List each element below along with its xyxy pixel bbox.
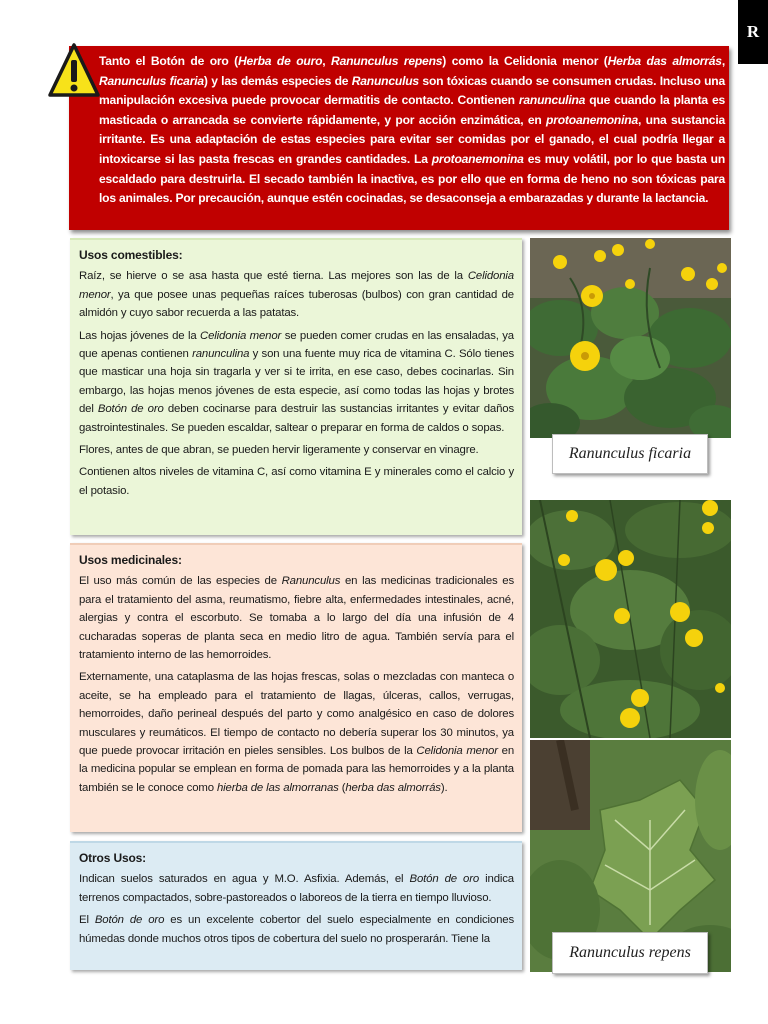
other-uses-paragraph-1: Indican suelos saturados en agua y M.O. Asfixia. Además, el Botón de oro indica terrenos compactados, sobre-pastoreados o laboreos de la tierra en tiempo lluvioso. [79,873,514,904]
medicinal-uses-paragraph-1: El uso más común de las especies de Ranunculus en las medicinas tradicionales es para el tratamiento del asma, reumatismo, fiebre alta, enfermedades intestinales, acné, alergias y contra el escorbuto. Se tomaba a lo largo del día una infusión de 4 cucharadas soperas de planta seca en medio litro de agua. También servía para el tratamiento interno de las hemorroides. [79,575,514,662]
medicinal-uses-heading: Usos medicinales: [79,553,182,567]
chapter-letter-tab [738,0,768,64]
edible-uses-paragraph-2: Las hojas jóvenes de la Celidonia menor se pueden comer crudas en las ensaladas, ya que apenas contienen ranunculina y son una fuente muy rica de vitamina C. Sólo tienes que masticar una hoja sin tragarla y ver si te irrita, en ese caso, debes cocinarlas. Sin embargo, las hojas menos jóvenes de esta especie, así como todas las hojas y brotes del Botón de oro deben cocinarse para destruir las sustancias irritantes y evitar daños gastrointestinales. Se pueden escaldar, saltear o preparar en forma de caldos o sopas. [79,329,515,434]
other-uses-paragraph-2: El Botón de oro es un excelente cobertor del suelo especialmente en condiciones húmedas donde muchos otros tipos de cobertura del suelo no prosperarán. Tiene la [79,914,515,945]
repens-caption [552,932,708,974]
edible-uses-paragraph-1: Raíz, se hierve o se asa hasta que esté tierna. Las mejores son las de la Celidonia menor, ya que posee unas pequeñas raíces tuberosas (bulbos) con gran cantidad de almidón y cuyo sabor recuerda a las patatas. [79,270,514,320]
other-uses-heading: Otros Usos: [79,851,147,865]
medicinal-uses-section [70,543,522,832]
ficaria-caption [552,434,708,474]
chapter-letter: R [746,22,760,41]
edible-uses-paragraph-4: Contienen altos niveles de vitamina C, así como vitamina E y minerales como el calcio y el potasio. [79,466,514,497]
warning-triangle-icon [48,42,100,102]
warning-text: Tanto el Botón de oro (Herba de ouro, Ranunculus repens) como la Celidonia menor (Herba das almorrás, Ranunculus ficaria) y las demás especies de Ranunculus son tóxicas cuando se consumen crudas. Incluso una manipulación excesiva puede provocar dermatitis de contacto. Contienen ranunculina que cuando la planta es masticada o arrancada se convierte rápidamente, y por acción enzimática, en protoanemonina, una sustancia irritante. Es una adaptación de estas especies para evitar ser comidas por el ganado, el cual podría llegar a intoxicarse si las pasta frescas en grandes cantidades. La protoanemonina es muy volátil, por lo que basta un escaldado para destruirla. El secado también la inactiva, es por ello que en forma de heno no son tóxicas para los animales. Por precaución, aunque estén cocinadas, se desaconseja a embarazadas y durante la lactancia. [99,54,726,206]
toxicity-warning-box [69,46,729,230]
repens-caption-text: Ranunculus repens [569,944,691,961]
other-uses-section [70,841,522,970]
edible-uses-section [70,238,522,535]
edible-uses-paragraph-3: Flores, antes de que abran, se pueden hervir ligeramente y conservar en vinagre. [79,444,479,457]
ranunculus-ficaria-photo [530,238,731,438]
edible-uses-heading: Usos comestibles: [79,248,183,262]
medicinal-uses-paragraph-2: Externamente, una cataplasma de las hojas frescas, solas o mezcladas con manteca o aceite, se ha empleado para el tratamiento de llagas, úlceras, callos, verrugas, hemorroides, daño perineal después del parto y como analgésico en caso de dolores musculares y reumáticos. El tiempo de contacto no debería superar los 30 minutos, ya que puede provocar irritación en pieles sensibles. Los bulbos de la Celidonia menor en la medicina popular se emplean en forma de pomada para las hemorroides y a la planta también se le conoce como hierba de las almorranas (herba das almorrás). [79,671,515,794]
ranunculus-repens-flowers-photo [530,500,731,738]
ficaria-caption-text: Ranunculus ficaria [568,445,692,462]
